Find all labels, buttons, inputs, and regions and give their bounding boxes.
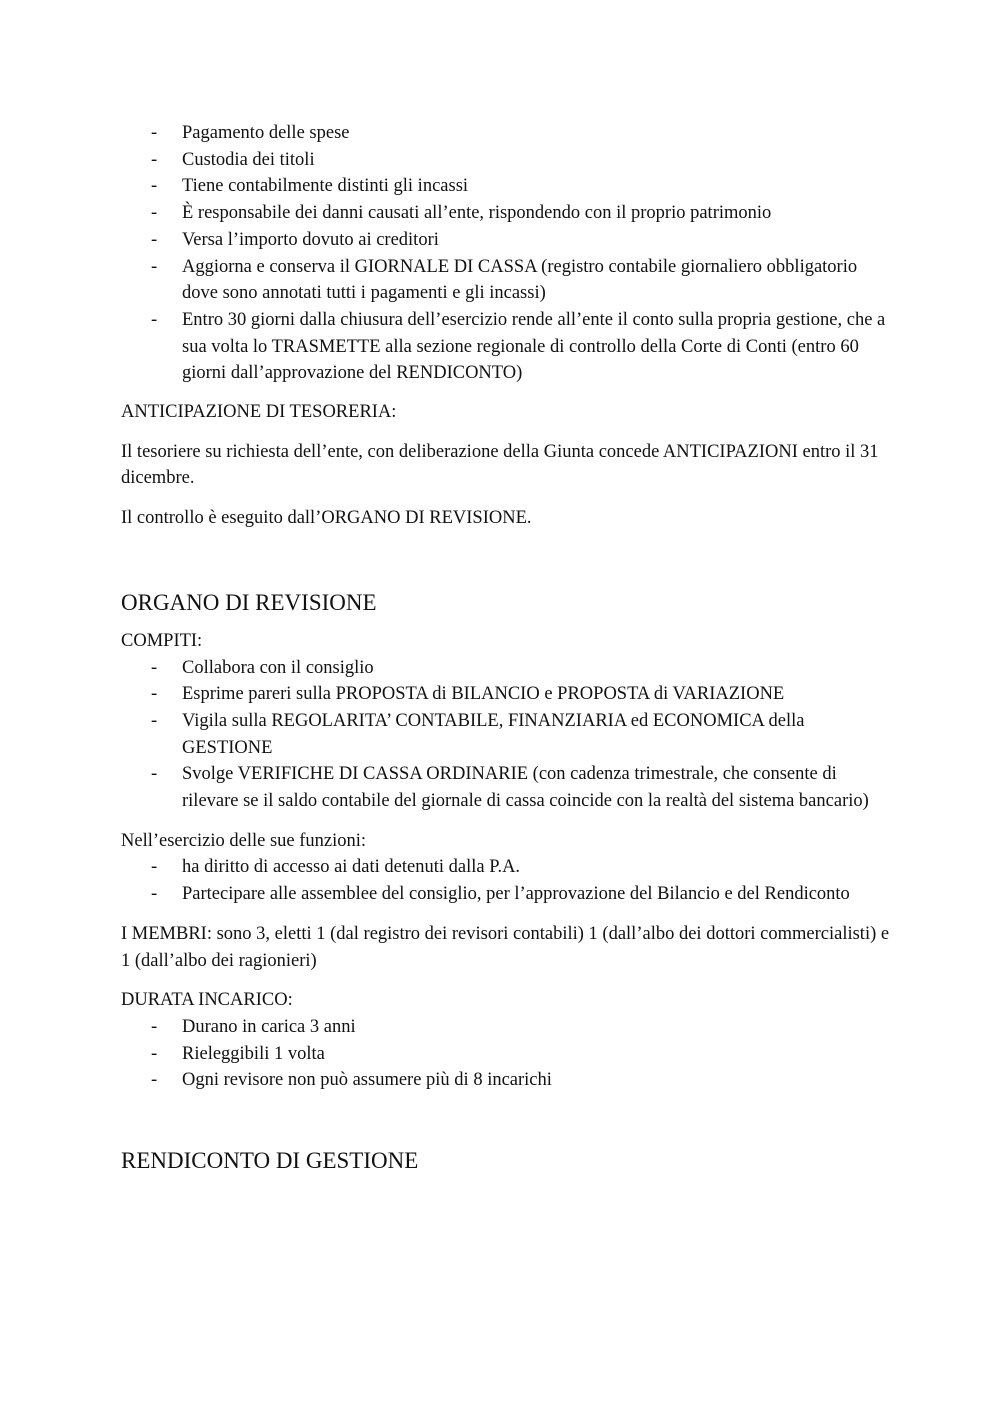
durata-list (121, 1014, 891, 1094)
list-item: - Aggiorna e conserva il GIORNALE DI CASSA (registro contabile giornaliero obbligatorio dove sono annotati tutti i pagamenti e gli incassi) (121, 254, 891, 307)
list-item: - Rieleggibili 1 volta (121, 1041, 891, 1068)
compiti-list (121, 655, 891, 815)
list-item: - Svolge VERIFICHE DI CASSA ORDINARIE (con cadenza trimestrale, che consente di rilevare se il saldo contabile del giornale di cassa coincide con la realtà del sistema bancario) (121, 761, 891, 814)
list-item: - Entro 30 giorni dalla chiusura dell’esercizio rende all’ente il conto sulla propria gestione, che a sua volta lo TRASMETTE alla sezione regionale di controllo della Corte di Conti (entro 60 giorni dall’approvazione del RENDICONTO) (121, 307, 891, 387)
funzioni-list (121, 854, 891, 907)
list-item: - ha diritto di accesso ai dati detenuti dalla P.A. (121, 854, 891, 881)
esercizio-label: Nell’esercizio delle sue funzioni: (121, 830, 367, 851)
list-item: - Ogni revisore non può assumere più di 8 incarichi (121, 1067, 891, 1094)
list-item: - Collabora con il consiglio (121, 655, 891, 682)
durata-label: DURATA INCARICO: (121, 990, 293, 1011)
tesoriere-duties-list (121, 120, 891, 387)
list-item: - Esprime pareri sulla PROPOSTA di BILANCIO e PROPOSTA di VARIAZIONE (121, 681, 891, 708)
document-page (121, 120, 891, 1176)
list-item: - È responsabile dei danni causati all’ente, rispondendo con il proprio patrimonio (121, 200, 891, 227)
list-item: - Pagamento delle spese (121, 120, 891, 147)
rendiconto-heading: RENDICONTO DI GESTIONE (121, 1148, 419, 1174)
membri-paragraph: I MEMBRI: sono 3, eletti 1 (dal registro dei revisori contabili) 1 (dall’albo dei dottori commercialisti) e 1 (dall’albo dei ragionieri) (121, 923, 890, 971)
compiti-label: COMPITI: (121, 630, 203, 651)
organo-heading: ORGANO DI REVISIONE (121, 589, 377, 615)
list-item: - Durano in carica 3 anni (121, 1014, 891, 1041)
anticipazione-title: ANTICIPAZIONE DI TESORERIA: (121, 402, 397, 423)
anticipazione-paragraph: Il tesoriere su richiesta dell’ente, con deliberazione della Giunta concede ANTICIPAZIONI entro il 31 dicembre. (121, 441, 879, 489)
controllo-paragraph: Il controllo è eseguito dall’ORGANO DI REVISIONE. (121, 508, 532, 529)
list-item: - Tiene contabilmente distinti gli incassi (121, 173, 891, 200)
list-item: - Partecipare alle assemblee del consiglio, per l’approvazione del Bilancio e del Rendiconto (121, 881, 891, 908)
list-item: - Vigila sulla REGOLARITA’ CONTABILE, FINANZIARIA ed ECONOMICA della GESTIONE (121, 708, 891, 761)
list-item: - Versa l’importo dovuto ai creditori (121, 227, 891, 254)
list-item: - Custodia dei titoli (121, 147, 891, 174)
